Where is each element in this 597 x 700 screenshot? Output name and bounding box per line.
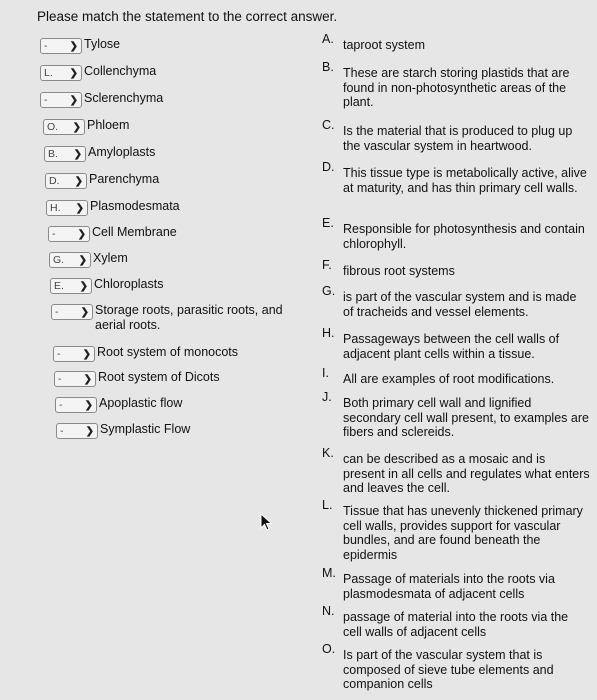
answer-dropdown[interactable]: H. ❯ (46, 200, 88, 216)
answer-dropdown[interactable]: - ❯ (53, 346, 95, 362)
term-label: Cell Membrane (92, 225, 177, 239)
chevron-down-icon: ❯ (82, 348, 91, 360)
chevron-down-icon: ❯ (79, 280, 88, 292)
match-row (54, 370, 298, 387)
answer-letter: I. (322, 366, 329, 380)
answer-dropdown[interactable]: L. ❯ (40, 65, 82, 81)
answer-letter: L. (322, 498, 333, 512)
chevron-down-icon: ❯ (77, 228, 86, 240)
answer-text: Responsible for photosynthesis and contain chlorophyll. (343, 222, 585, 251)
question-instruction: Please match the statement to the correct answer. (37, 9, 338, 24)
term-label: Parenchyma (89, 172, 160, 186)
answer-letter: D. (322, 160, 335, 174)
answer-text: All are examples of root modifications. (343, 372, 555, 386)
match-row (40, 37, 284, 54)
match-row (44, 145, 288, 162)
chevron-down-icon: ❯ (69, 40, 78, 52)
match-row (56, 422, 300, 439)
term-label: Amyloplasts (88, 145, 156, 159)
match-row (45, 172, 289, 189)
answer-letter: J. (322, 390, 332, 404)
chevron-down-icon: ❯ (80, 306, 89, 318)
answer-text: Is the material that is produced to plug up the vascular system in heartwood. (343, 124, 573, 153)
term-label: Storage roots, parasitic roots, and aerial roots. (95, 303, 283, 332)
term-label: Sclerenchyma (84, 91, 164, 105)
answer-letter: G. (322, 284, 336, 298)
chevron-down-icon: ❯ (75, 202, 84, 214)
answer-text: Passageways between the cell walls of adjacent plant cells within a tissue. (343, 332, 560, 361)
match-row (55, 396, 299, 413)
answer-dropdown[interactable]: G. ❯ (49, 252, 91, 268)
term-label: Root system of monocots (97, 345, 239, 359)
term-label: Root system of Dicots (98, 370, 220, 384)
answer-letter: O. (322, 642, 336, 656)
answer-letter: M. (322, 566, 336, 580)
chevron-down-icon: ❯ (74, 175, 83, 187)
answer-dropdown[interactable]: - ❯ (51, 304, 93, 320)
answer-dropdown[interactable]: D. ❯ (45, 173, 87, 189)
answer-text: is part of the vascular system and is made of tracheids and vessel elements. (343, 290, 577, 319)
match-row (48, 225, 292, 242)
answer-text: Tissue that has unevenly thickened primary cell walls, provides support for vascular bundles, and are found beneath the epidermis (343, 504, 583, 562)
term-label: Symplastic Flow (100, 422, 191, 436)
chevron-down-icon: ❯ (84, 399, 93, 411)
answer-text: taproot system (343, 38, 425, 52)
answer-letter: E. (322, 216, 334, 230)
answer-text: This tissue type is metabolically active, alive at maturity, and has thin primary cell walls. (343, 166, 587, 195)
match-row (50, 277, 294, 294)
answer-dropdown[interactable]: - ❯ (48, 226, 90, 242)
answer-text: Is part of the vascular system that is composed of sieve tube elements and companion cells (343, 648, 554, 691)
term-label: Collenchyma (84, 64, 157, 78)
answer-letter: N. (322, 604, 335, 618)
answer-dropdown[interactable]: E. ❯ (50, 278, 92, 294)
term-label: Apoplastic flow (99, 396, 183, 410)
chevron-down-icon: ❯ (72, 121, 81, 133)
answer-text: fibrous root systems (343, 264, 455, 278)
match-row (46, 199, 290, 216)
answer-letter: K. (322, 446, 334, 460)
answer-dropdown[interactable]: - ❯ (55, 397, 97, 413)
match-row (53, 345, 297, 362)
answer-letter: F. (322, 258, 332, 272)
mouse-cursor-icon (260, 513, 274, 531)
answer-letter: C. (322, 118, 335, 132)
answer-letter: B. (322, 60, 334, 74)
match-row (51, 303, 305, 333)
answer-dropdown[interactable]: O. ❯ (43, 119, 85, 135)
term-label: Phloem (87, 118, 130, 132)
answer-text: can be described as a mosaic and is present in all cells and regulates what enters and leaves the cell. (343, 452, 590, 495)
chevron-down-icon: ❯ (83, 373, 92, 385)
chevron-down-icon: ❯ (85, 425, 94, 437)
answer-letter: A. (322, 32, 334, 46)
chevron-down-icon: ❯ (73, 148, 82, 160)
answer-text: Passage of materials into the roots via plasmodesmata of adjacent cells (343, 572, 555, 601)
chevron-down-icon: ❯ (78, 254, 87, 266)
answer-text: passage of material into the roots via the cell walls of adjacent cells (343, 610, 569, 639)
answer-dropdown[interactable]: - ❯ (54, 371, 96, 387)
chevron-down-icon: ❯ (69, 67, 78, 79)
answer-dropdown[interactable]: - ❯ (56, 423, 98, 439)
answer-dropdown[interactable]: - ❯ (40, 92, 82, 108)
answer-text: Both primary cell wall and lignified secondary cell wall present, to examples are fibers and sclereids. (343, 396, 589, 439)
answer-letter: H. (322, 326, 335, 340)
term-label: Chloroplasts (94, 277, 164, 291)
term-label: Xylem (93, 251, 128, 265)
chevron-down-icon: ❯ (69, 94, 78, 106)
answer-text: These are starch storing plastids that are found in non-photosynthetic areas of the plant. (343, 66, 570, 109)
match-row (40, 64, 284, 81)
match-row (49, 251, 293, 268)
match-row (40, 91, 284, 108)
term-label: Plasmodesmata (90, 199, 180, 213)
term-label: Tylose (84, 37, 121, 51)
answer-dropdown[interactable]: B. ❯ (44, 146, 86, 162)
answer-dropdown[interactable]: - ❯ (40, 38, 82, 54)
match-row (43, 118, 287, 135)
